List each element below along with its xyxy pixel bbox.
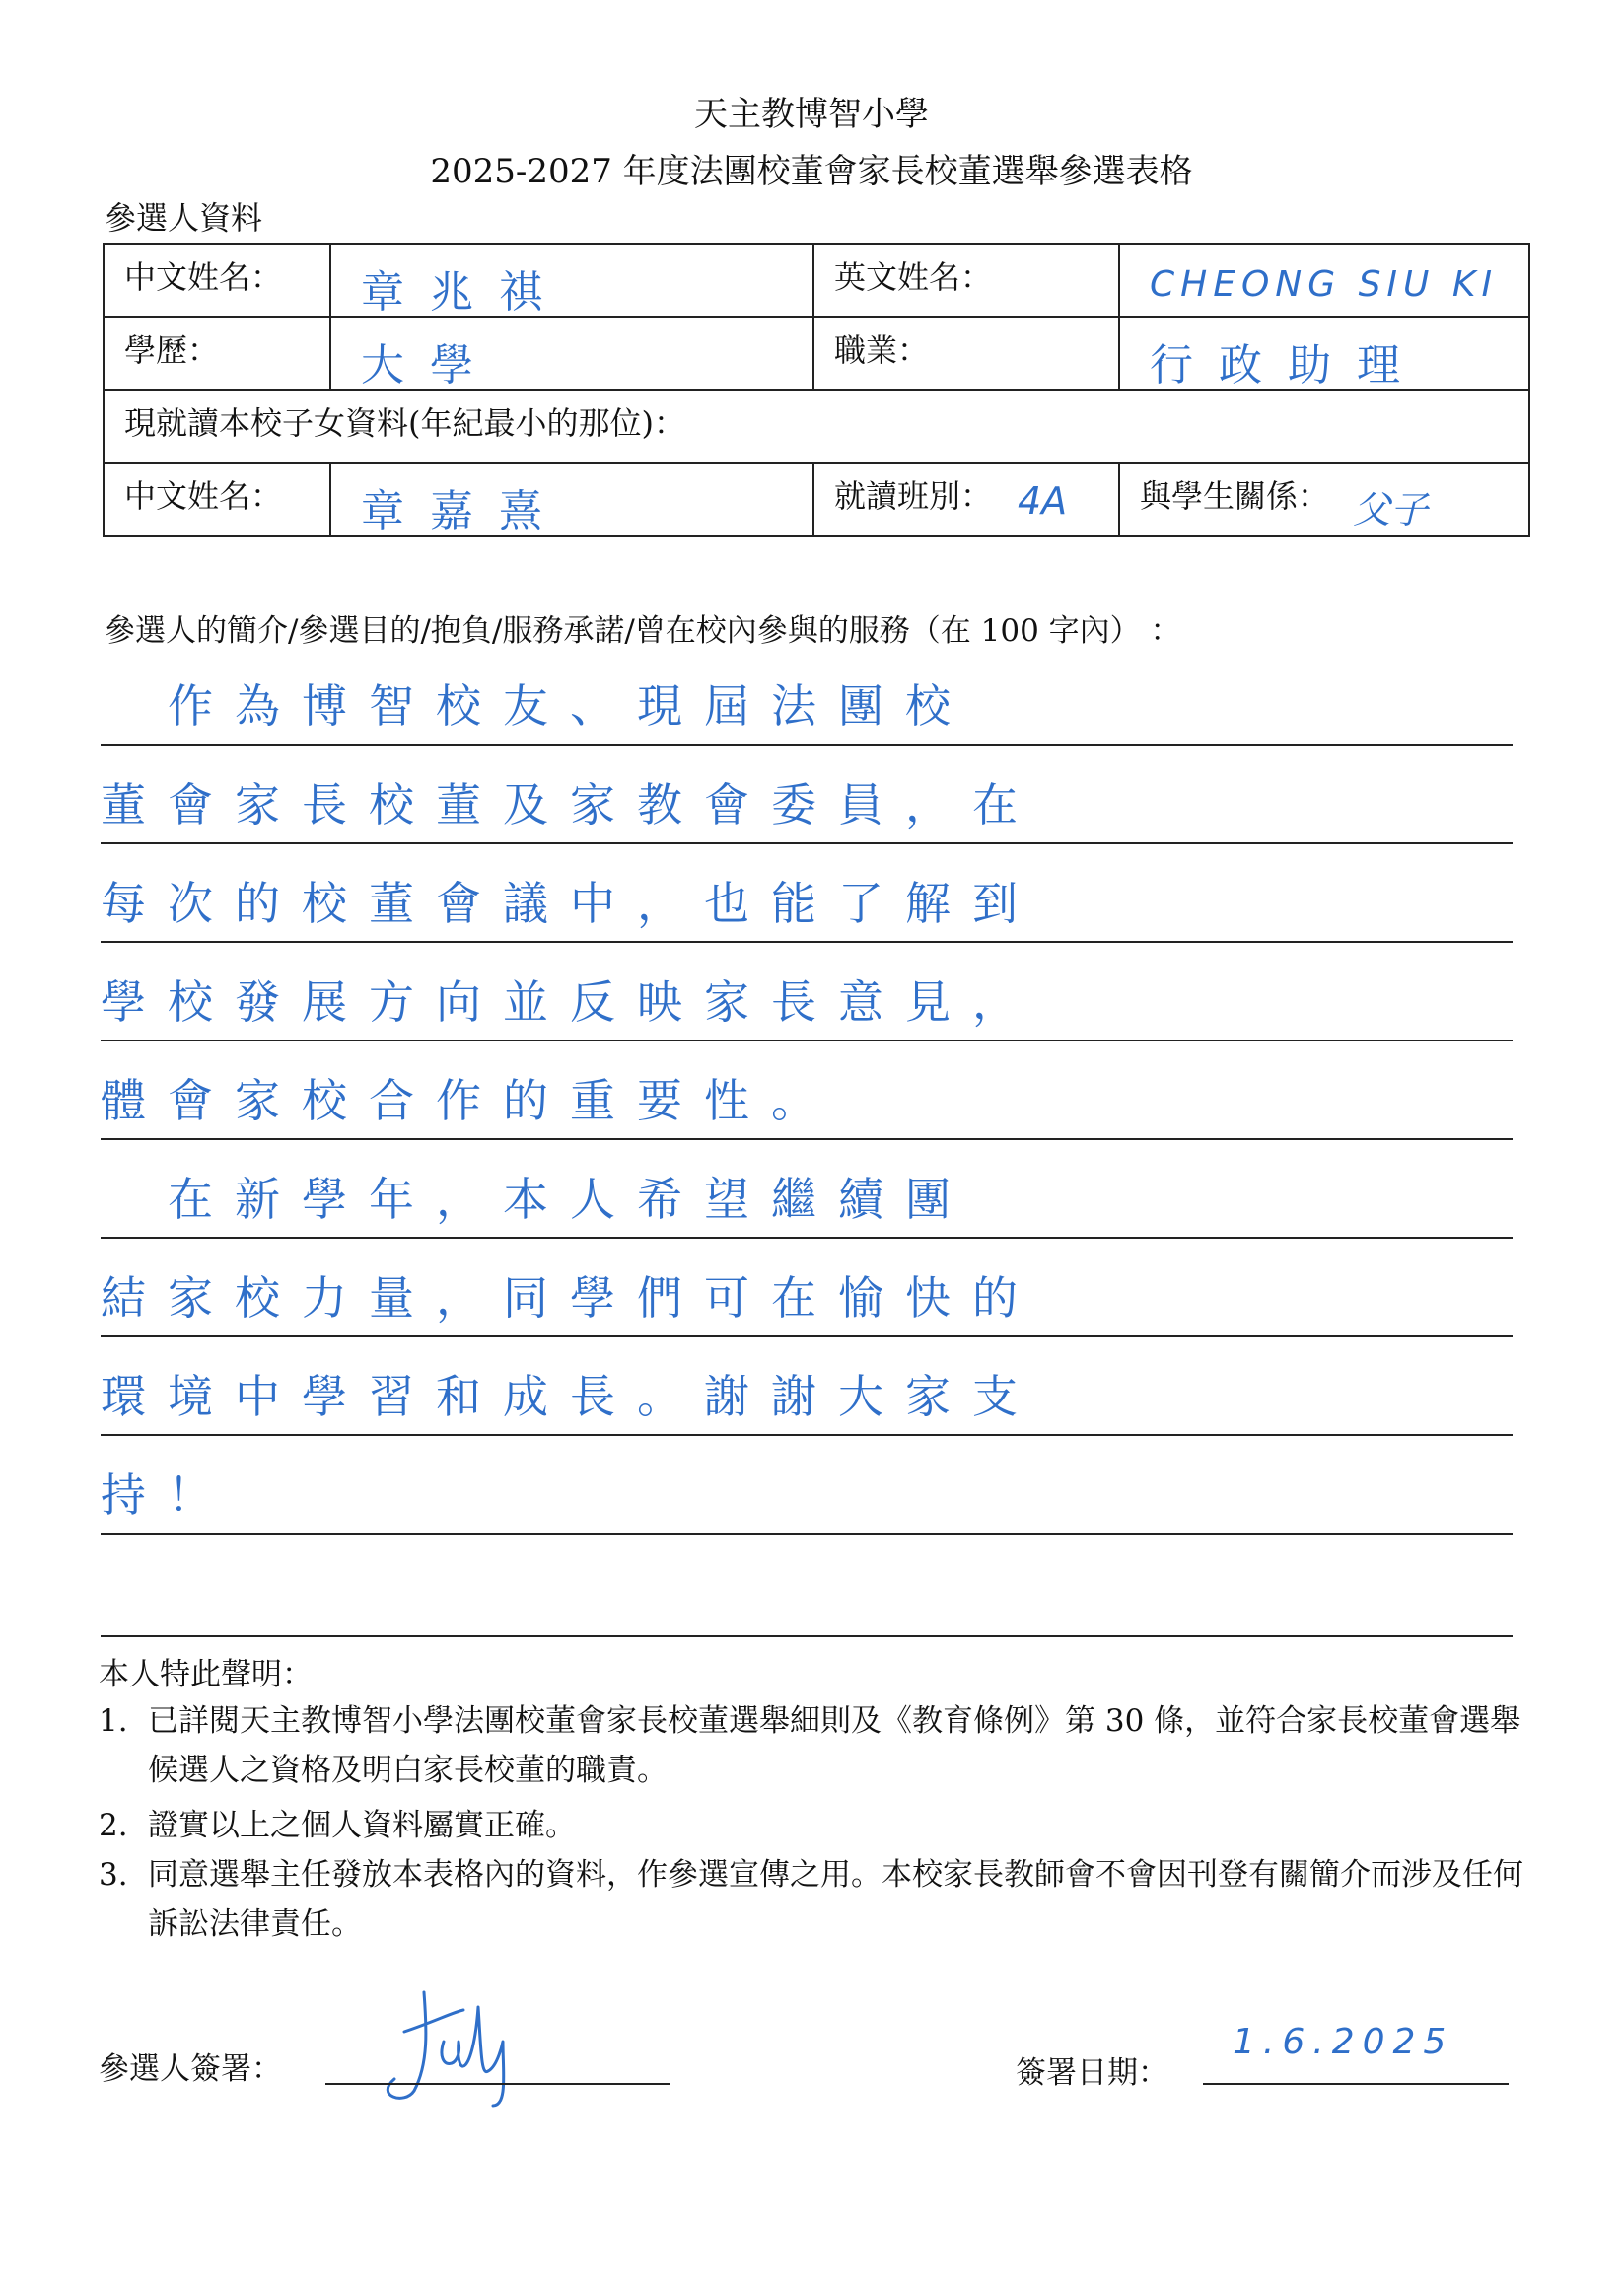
chinese-name-field[interactable]	[330, 244, 813, 317]
candidate-section-title: 參選人資料	[105, 199, 263, 237]
statement-line-text: 在新學年，本人希望繼續團	[101, 1173, 972, 1226]
statement-line[interactable]	[101, 744, 1513, 844]
occupation-label-cell	[813, 317, 1119, 390]
declaration-item	[99, 1696, 1528, 1788]
english-name-label-cell	[813, 244, 1119, 317]
declaration-item-number: 2.	[99, 1808, 128, 1843]
education-field[interactable]	[330, 317, 813, 390]
relationship-value: 父子	[1353, 488, 1429, 532]
candidate-info-table	[103, 243, 1530, 537]
row-education	[104, 317, 1529, 390]
education-label-cell	[104, 317, 330, 390]
statement-line-text: 作為博智校友、現屆法團校	[101, 680, 972, 733]
statement-line[interactable]	[101, 645, 1513, 746]
child-name-label-cell	[104, 463, 330, 536]
signature-line[interactable]	[325, 2083, 670, 2085]
declaration-item-number: 3.	[99, 1857, 128, 1893]
english-name-label: 英文姓名：	[834, 258, 993, 296]
education-value: 大學	[361, 340, 499, 391]
chinese-name-value: 章兆祺	[361, 267, 568, 318]
class-label: 就讀班別：	[834, 477, 993, 515]
school-name: 天主教博智小學	[694, 95, 929, 134]
education-label: 學歷：	[124, 331, 220, 369]
chinese-name-label-cell	[104, 244, 330, 317]
child-chinese-name-label: 中文姓名：	[124, 477, 283, 515]
date-value: 1.6.2025	[1233, 2022, 1454, 2062]
relationship-label: 與學生關係：	[1140, 477, 1330, 515]
statement-line[interactable]	[101, 1434, 1513, 1535]
statement-line[interactable]	[101, 842, 1513, 943]
english-name-value: CHEONG SIU KI	[1150, 264, 1499, 305]
class-field[interactable]	[813, 463, 1119, 536]
statement-line-text: 每次的校董會議中，也能了解到	[101, 877, 1039, 930]
statement-line[interactable]	[101, 941, 1513, 1041]
statement-line-text: 結家校力量，同學們可在愉快的	[101, 1271, 1039, 1325]
date-line[interactable]	[1203, 2083, 1509, 2085]
handwritten-signature	[365, 1982, 532, 2111]
occupation-field[interactable]	[1119, 317, 1529, 390]
statement-line-text: 學校發展方向並反映家長意見，	[101, 975, 1039, 1029]
statement-prompt: 參選人的簡介/參選目的/抱負/服務承諾/曾在校內參與的服務（在 100 字內） ：	[105, 613, 1181, 649]
statement-line[interactable]	[101, 1138, 1513, 1239]
declaration-item-text: 已詳閱天主教博智小學法團校董會家長校董選舉細則及《教育條例》第 30 條，並符合家長校董會選舉候選人之資格及明白家長校董的職責。	[148, 1703, 1521, 1788]
english-name-field[interactable]	[1119, 244, 1529, 317]
child-info-cell	[104, 390, 1529, 463]
declaration-title: 本人特此聲明：	[99, 1657, 313, 1692]
row-child	[104, 463, 1529, 536]
form-title: 2025-2027 年度法團校董會家長校董選舉參選表格	[430, 152, 1193, 191]
date-label: 簽署日期：	[1016, 2055, 1168, 2091]
statement-line-text: 環境中學習和成長。謝謝大家支	[101, 1370, 1039, 1423]
declaration-item	[99, 1801, 1528, 1850]
declaration-item	[99, 1850, 1528, 1942]
signature-label: 參選人簽署：	[99, 2051, 282, 2087]
section-divider	[101, 1635, 1513, 1637]
declaration-item-number: 1.	[99, 1703, 128, 1739]
child-info-label: 現就讀本校子女資料(年紀最小的那位)：	[124, 404, 685, 442]
statement-line[interactable]	[101, 1335, 1513, 1436]
relationship-field[interactable]	[1119, 463, 1529, 536]
row-child-info	[104, 390, 1529, 463]
child-name-field[interactable]	[330, 463, 813, 536]
chinese-name-label: 中文姓名：	[124, 258, 283, 296]
row-names	[104, 244, 1529, 317]
occupation-value: 行政助理	[1150, 340, 1427, 391]
statement-line[interactable]	[101, 1237, 1513, 1337]
statement-line-text: 體會家校合作的重要性。	[101, 1074, 838, 1127]
statement-line-text: 持！	[101, 1469, 235, 1522]
declaration-item-text: 同意選舉主任發放本表格內的資料，作參選宣傳之用。本校家長教師會不會因刊登有關簡介而涉及任何訴訟法律責任。	[148, 1857, 1523, 1942]
class-value: 4A	[1018, 479, 1068, 523]
occupation-label: 職業：	[834, 331, 930, 369]
statement-line-text: 董會家長校董及家教會委員，在	[101, 778, 1039, 831]
statement-line[interactable]	[101, 1040, 1513, 1140]
child-chinese-name-value: 章嘉熹	[361, 486, 568, 537]
declaration-item-text: 證實以上之個人資料屬實正確。	[148, 1808, 576, 1843]
